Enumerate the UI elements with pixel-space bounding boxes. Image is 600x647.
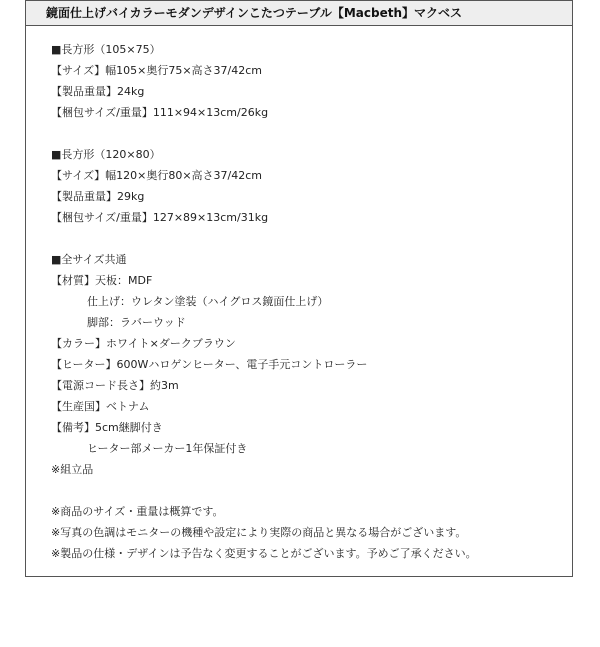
common-material: 【材質】天板：MDF (51, 274, 153, 287)
section-105-heading: ■長方形（105×75） (51, 43, 161, 56)
spacer (51, 480, 572, 501)
section-120-heading: ■長方形（120×80） (51, 148, 161, 161)
spec-box (25, 0, 573, 577)
section-120-weight: 【製品重量】29kg (51, 190, 145, 203)
common-legs: 脚部：ラバーウッド (87, 316, 186, 329)
section-120-package: 【梱包サイズ/重量】127×89×13cm/31kg (51, 211, 269, 224)
common-cord: 【電源コード長さ】約3m (51, 379, 179, 392)
spacer (51, 123, 572, 144)
spacer (51, 228, 572, 249)
section-105-weight: 【製品重量】24kg (51, 85, 145, 98)
common-heater: 【ヒーター】600Wハロゲンヒーター、電子手元コントローラー (51, 358, 368, 371)
section-105-size: 【サイズ】幅105×奥行75×高さ37/42cm (51, 64, 263, 77)
section-105-package: 【梱包サイズ/重量】111×94×13cm/26kg (51, 106, 269, 119)
spec-body (26, 26, 572, 564)
common-warranty: ヒーター部メーカー1年保証付き (87, 442, 248, 455)
common-heading: ■全サイズ共通 (51, 253, 127, 266)
common-notes: 【備考】5cm継脚付き (51, 421, 163, 434)
section-120-size: 【サイズ】幅120×奥行80×高さ37/42cm (51, 169, 263, 182)
disclaimer-color: ※写真の色調はモニターの機種や設定により実際の商品と異なる場合がございます。 (51, 526, 467, 539)
disclaimer-spec: ※製品の仕様・デザインは予告なく変更することがございます。予めご了承ください。 (51, 547, 477, 560)
common-assembly: ※組立品 (51, 463, 94, 476)
common-color: 【カラー】ホワイト×ダークブラウン (51, 337, 236, 350)
common-finish: 仕上げ：ウレタン塗装（ハイグロス鏡面仕上げ） (87, 295, 329, 308)
common-origin: 【生産国】ベトナム (51, 400, 150, 413)
disclaimer-size: ※商品のサイズ・重量は概算です。 (51, 505, 224, 518)
product-title: 鏡面仕上げバイカラーモダンデザインこたつテーブル【Macbeth】マクベス (26, 0, 572, 26)
